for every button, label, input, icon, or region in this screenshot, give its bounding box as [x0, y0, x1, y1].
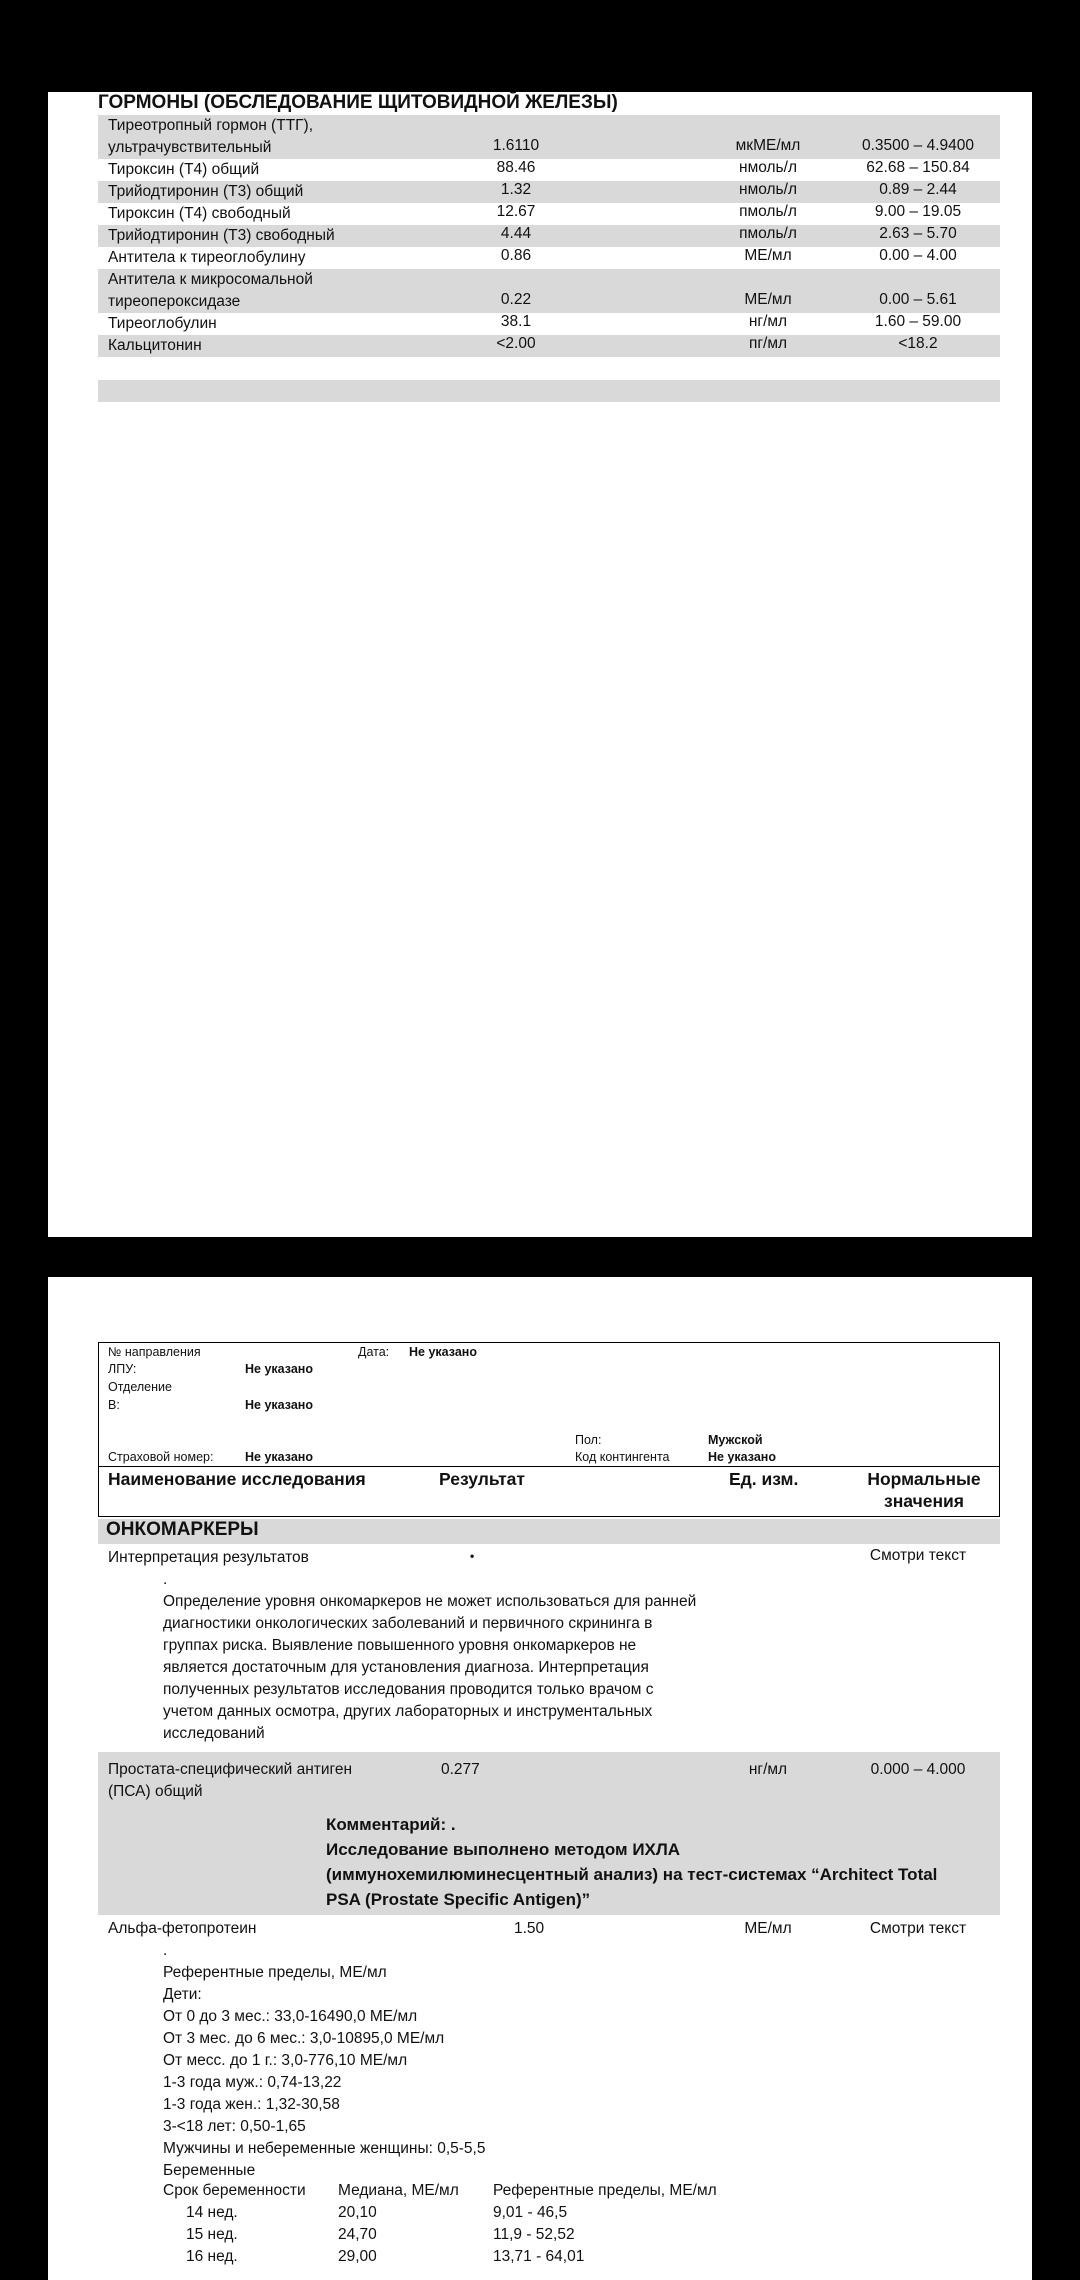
- psa-comment-line: (иммунохемилюминесцентный анализ) на тест-системах “Architect Total: [326, 1865, 938, 1884]
- table-row: [98, 203, 1000, 225]
- test-unit: пмоль/л: [739, 225, 797, 242]
- test-reference: Смотри текст: [869, 1920, 967, 1937]
- afp-dot: .: [163, 1942, 168, 1959]
- test-result: 1.50: [514, 1920, 545, 1937]
- test-unit: нг/мл: [748, 313, 788, 330]
- test-name: Тироксин (Т4) общий: [108, 161, 260, 178]
- result-dot: •: [470, 1549, 475, 1563]
- test-unit: пг/мл: [748, 335, 788, 352]
- date-value: Не указано: [409, 1345, 477, 1359]
- section-title-oncomarkers: ОНКОМАРКЕРЫ: [106, 1519, 259, 1540]
- table-row: [98, 335, 1000, 357]
- test-reference: 0.89 – 2.44: [879, 181, 957, 198]
- test-unit: МЕ/мл: [744, 247, 792, 264]
- table-row: [98, 313, 1000, 335]
- date-label: Дата:: [358, 1345, 390, 1359]
- preg-median: 20,10: [338, 2204, 377, 2221]
- test-result: 12.67: [496, 203, 536, 220]
- interp-line: учетом данных осмотра, других лабораторных и инструментальных: [163, 1703, 653, 1720]
- afp-line: Беременные: [163, 2162, 256, 2179]
- test-name: Антитела к тиреоглобулину: [108, 249, 306, 266]
- column-header: [99, 1466, 999, 1517]
- interp-line: исследований: [163, 1725, 265, 1742]
- section-title-hormones: ГОРМОНЫ (ОБСЛЕДОВАНИЕ ЩИТОВИДНОЙ ЖЕЛЕЗЫ): [98, 92, 618, 113]
- table-row: [98, 247, 1000, 269]
- test-reference: 0.3500 – 4.9400: [861, 137, 975, 154]
- department-label: Отделение: [108, 1380, 172, 1394]
- lpu-label: ЛПУ:: [108, 1362, 137, 1376]
- col-ref-cont: значения: [884, 1491, 964, 1511]
- table-row: [98, 115, 1000, 159]
- test-result: 4.44: [500, 225, 532, 242]
- sex-value: Мужской: [708, 1433, 763, 1447]
- table-row: [98, 159, 1000, 181]
- table-row: [98, 269, 1000, 313]
- v-value: Не указано: [245, 1398, 313, 1412]
- test-unit: нг/мл: [748, 1761, 788, 1778]
- test-name: Тироксин (Т4) свободный: [108, 205, 291, 222]
- test-result: 0.86: [500, 247, 532, 264]
- test-name: Антитела к микросомальной: [108, 271, 313, 288]
- preg-col-head: Срок беременности: [163, 2182, 306, 2199]
- test-result: 88.46: [496, 159, 536, 176]
- preg-week: 16 нед.: [186, 2248, 238, 2265]
- afp-line: От 0 до 3 мес.: 33,0-16490,0 МЕ/мл: [163, 2008, 418, 2025]
- test-reference: <18.2: [898, 335, 938, 352]
- test-name: Тиреотропный гормон (ТТГ),: [108, 117, 314, 134]
- test-reference: Смотри текст: [869, 1547, 967, 1564]
- test-unit: нмоль/л: [739, 181, 797, 198]
- test-result: 1.6110: [492, 137, 540, 154]
- test-unit: пмоль/л: [739, 203, 797, 220]
- interp-dot: .: [163, 1571, 168, 1588]
- preg-range: 9,01 - 46,5: [493, 2204, 568, 2221]
- afp-line: Референтные пределы, МЕ/мл: [163, 1964, 387, 1981]
- col-ref: Нормальные: [867, 1469, 981, 1489]
- preg-week: 15 нед.: [186, 2226, 238, 2243]
- table-row: [98, 225, 1000, 247]
- psa-comment-line: Исследование выполнено методом ИХЛА: [326, 1840, 681, 1859]
- referral-label: № направления: [108, 1345, 201, 1359]
- test-reference: 9.00 – 19.05: [874, 203, 962, 220]
- insurance-value: Не указано: [245, 1450, 313, 1464]
- test-unit: нмоль/л: [739, 159, 797, 176]
- test-name: Простата-специфический антиген: [108, 1761, 353, 1778]
- preg-median: 24,70: [338, 2226, 377, 2243]
- test-unit: МЕ/мл: [744, 291, 792, 308]
- interp-line: группах риска. Выявление повышенного уровня онкомаркеров не: [163, 1637, 637, 1654]
- test-name: Трийодтиронин (Т3) общий: [108, 183, 304, 200]
- sex-label: Пол:: [575, 1433, 602, 1447]
- table-row: [98, 1918, 1000, 1940]
- afp-line: 1-3 года муж.: 0,74-13,22: [163, 2074, 342, 2091]
- test-result: 38.1: [500, 313, 532, 330]
- afp-line: От месс. до 1 г.: 3,0-776,10 МЕ/мл: [163, 2052, 408, 2069]
- patient-header-box: [98, 1342, 1000, 1517]
- test-reference: 62.68 – 150.84: [866, 159, 970, 176]
- test-name-cont: (ПСА) общий: [108, 1783, 203, 1800]
- table-row: [98, 181, 1000, 203]
- test-result: <2.00: [496, 335, 536, 352]
- contingent-value: Не указано: [708, 1450, 776, 1464]
- empty-gray-bar: [98, 380, 1000, 402]
- afp-line: Дети:: [163, 1986, 202, 2003]
- preg-range: 13,71 - 64,01: [493, 2248, 585, 2265]
- test-unit: мкМЕ/мл: [735, 137, 801, 154]
- test-reference: 0.00 – 5.61: [879, 291, 957, 308]
- test-name: Альфа-фетопротеин: [108, 1920, 257, 1937]
- preg-week: 14 нед.: [186, 2204, 238, 2221]
- col-result: Результат: [439, 1469, 525, 1489]
- test-reference: 1.60 – 59.00: [874, 313, 962, 330]
- col-unit: Ед. изм.: [729, 1469, 799, 1489]
- test-name: Трийодтиронин (Т3) свободный: [108, 227, 335, 244]
- psa-comment-line: PSA (Prostate Specific Antigen)”: [326, 1890, 591, 1909]
- test-name: Интерпретация результатов: [108, 1549, 309, 1566]
- test-name: Тиреоглобулин: [108, 315, 217, 332]
- insurance-label: Страховой номер:: [108, 1450, 214, 1464]
- afp-line: От 3 мес. до 6 мес.: 3,0-10895,0 МЕ/мл: [163, 2030, 445, 2047]
- test-name: Кальцитонин: [108, 337, 202, 354]
- afp-line: 3-<18 лет: 0,50-1,65: [163, 2118, 306, 2135]
- psa-comment-line: Комментарий: .: [326, 1815, 456, 1834]
- test-reference: 0.000 – 4.000: [870, 1761, 966, 1778]
- interp-line: диагностики онкологических заболеваний и первичного скрининга в: [163, 1615, 653, 1632]
- test-reference: 2.63 – 5.70: [879, 225, 957, 242]
- document-page-2: [48, 1277, 1032, 2280]
- test-result: 0.22: [500, 291, 532, 308]
- test-result: 0.277: [441, 1761, 480, 1778]
- interp-line: полученных результатов исследования проводится только врачом с: [163, 1681, 654, 1698]
- interp-line: Определение уровня онкомаркеров не может использоваться для ранней: [163, 1593, 697, 1610]
- afp-line: 1-3 года жен.: 1,32-30,58: [163, 2096, 340, 2113]
- test-unit: МЕ/мл: [744, 1920, 792, 1937]
- document-page-1: [48, 92, 1032, 1237]
- test-reference: 0.00 – 4.00: [879, 247, 957, 264]
- afp-line: Мужчины и небеременные женщины: 0,5-5,5: [163, 2140, 486, 2157]
- preg-median: 29,00: [338, 2248, 377, 2265]
- v-label: В:: [108, 1398, 120, 1412]
- table-row: [98, 1547, 1000, 1569]
- test-name-cont: тиреопероксидазе: [108, 293, 241, 310]
- test-result: 1.32: [500, 181, 532, 198]
- interp-line: является достаточным для установления диагноза. Интерпретация: [163, 1659, 649, 1676]
- test-name-cont: ультрачувствительный: [108, 139, 272, 156]
- preg-col-head: Референтные пределы, МЕ/мл: [493, 2182, 717, 2199]
- preg-range: 11,9 - 52,52: [493, 2226, 575, 2243]
- table-row: [98, 1759, 1000, 1803]
- lpu-value: Не указано: [245, 1362, 313, 1376]
- col-name: Наименование исследования: [108, 1469, 366, 1489]
- contingent-label: Код контингента: [575, 1450, 670, 1464]
- preg-col-head: Медиана, МЕ/мл: [338, 2182, 459, 2199]
